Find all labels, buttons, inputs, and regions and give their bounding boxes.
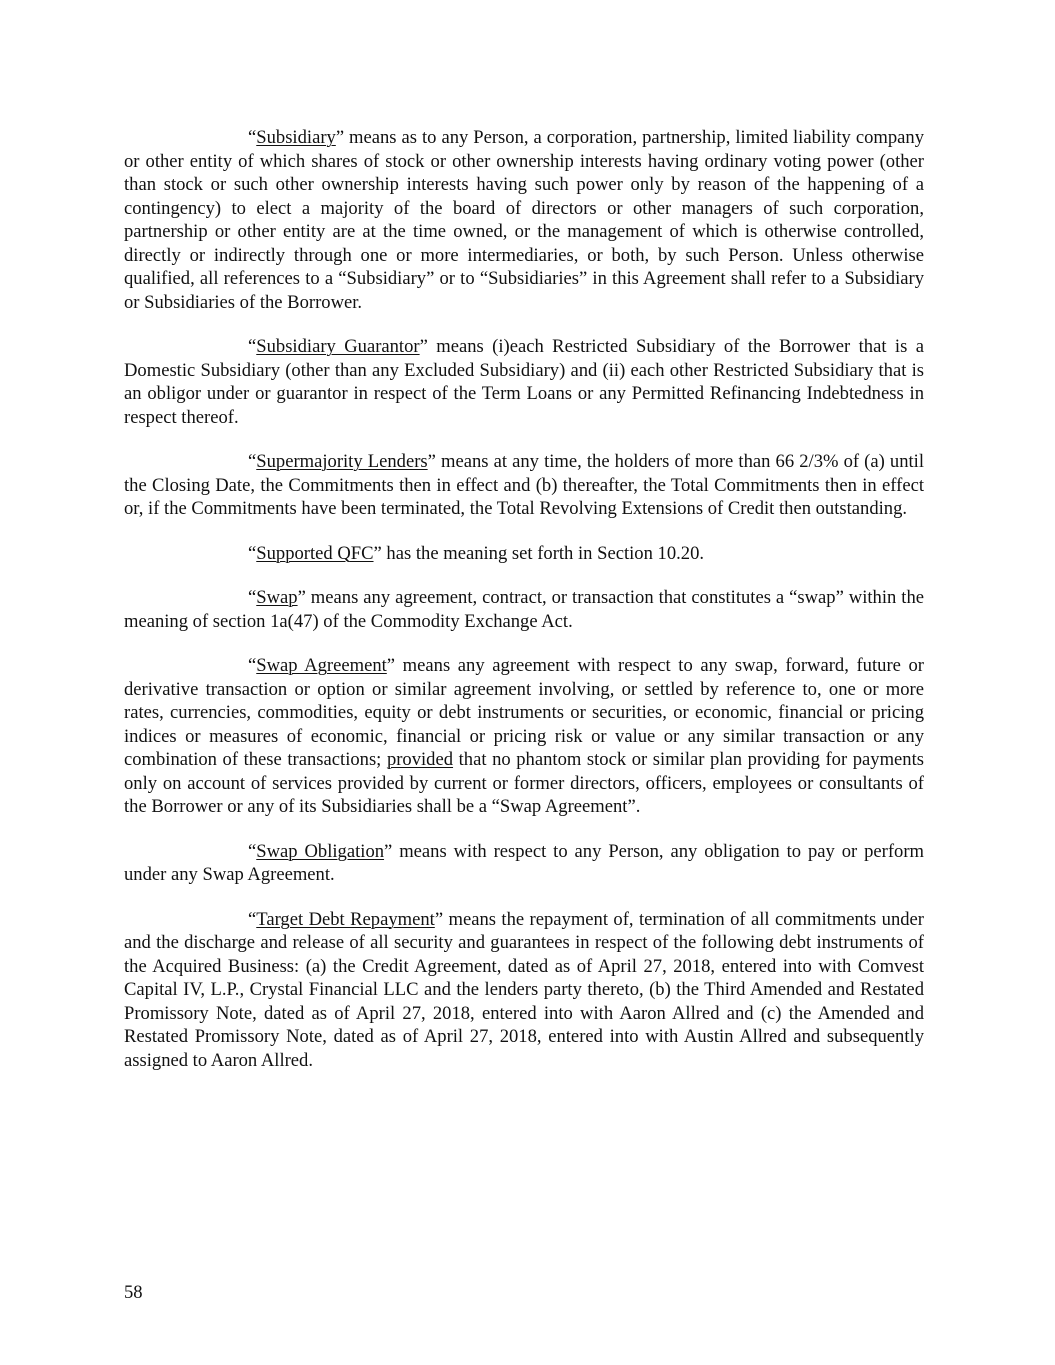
definition-text: ” means any agreement, contract, or transaction that constitutes a “swap” within the meaning of section 1a(47) of the Commodity Exchange Act. <box>124 587 924 632</box>
definition-text: ” has the meaning set forth in Section 10.20. <box>373 542 705 564</box>
defined-term: Swap Agreement <box>256 655 387 676</box>
definition-text: ” means any agreement with respect to any swap, forward, future or derivative transaction or option or similar agreement involving, or settled by reference to, one or more rates, currencies, commodities, equity or debt instruments or securities, or economic, financial or pricing indices or measures of economic, financial or pricing risk or value or any similar transaction or any combination of these transactions; <box>124 655 925 770</box>
definitions-section <box>124 126 924 1093</box>
definition-text: ” means the repayment of, termination of all commitments under and the discharge and release of all security and guarantees in respect of the following debt instruments of the Acquired Business: (a) the Credit Agreement, dated as of April 27, 2018, entered into with Comvest Capital IV, L.P., Crystal Financial LLC and the lenders party thereto, (b) the Third Amended and Restated Promissory Note, dated as of April 27, 2018, entered into with Aaron Allred and (c) the Amended and Restated Promissory Note, dated as of April 27, 2018, entered into with Austin Allred and subsequently assigned to Aaron Allred. <box>124 908 924 1071</box>
definition-target-debt-repayment: “Target Debt Repayment” means the repayment of, termination of all commitments under and the discharge and release of all security and guarantees in respect of the following debt instruments of the Acquired Business: (a) the Credit Agreement, dated as of April 27, 2018, entered into with Comvest Capital IV, L.P., Crystal Financial LLC and the lenders party thereto, (b) the Third Amended and Restated Promissory Note, dated as of April 27, 2018, entered into with Aaron Allred and (c) the Amended and Restated Promissory Note, dated as of April 27, 2018, entered into with Austin Allred and subsequently assigned to Aaron Allred. <box>124 908 924 1071</box>
defined-term: Swap <box>256 587 298 608</box>
definition-subsidiary: “Subsidiary” means as to any Person, a corporation, partnership, limited liability company or other entity of which shares of stock or other ownership interests having ordinary voting power (other than stock or such other ownership interests having such power only by reason of the happening of a contingency) to elect a majority of the board of directors or other managers of such corporation, partnership or other entity are at the time owned, or the management of which is otherwise controlled, directly or indirectly through one or more intermediaries, or both, by such Person. Unless otherwise qualified, all references to a “Subsidiary” or to “Subsidiaries” in this Agreement shall refer to a Subsidiary or Subsidiaries of the Borrower. <box>124 127 924 313</box>
defined-term: Target Debt Repayment <box>256 908 435 930</box>
defined-term: Supported QFC <box>256 542 374 564</box>
definition-text: ” means as to any Person, a corporation, partnership, limited liability company or other entity of which shares of stock or other ownership interests having ordinary voting power (other than stock or such other ownership interests having such power only by reason of the happening of a contingency) to elect a majority of the board of directors or other managers of such corporation, partnership or other entity are at the time owned, or the management of which is otherwise controlled, directly or indirectly through one or more intermediaries, or both, by such Person. Unless otherwise qualified, all references to a “Subsidiary” or to “Subsidiaries” in this Agreement shall refer to a Subsidiary or Subsidiaries of the Borrower. <box>124 127 924 313</box>
definition-supported-qfc: “Supported QFC” has the meaning set forth in Section 10.20. <box>248 542 705 564</box>
definition-swap-agreement: “Swap Agreement” means any agreement with respect to any swap, forward, future or derivative transaction or option or similar agreement involving, or settled by reference to, one or more rates, currencies, commodities, equity or debt instruments or securities, or economic, financial or pricing indices or measures of economic, financial or pricing risk or value or any similar transaction or any combination of these transactions; provided that no phantom stock or similar plan providing for payments only on account of services provided by current or former directors, officers, employees or consultants of the Borrower or any of its Subsidiaries shall be a “Swap Agreement”. <box>124 655 925 817</box>
defined-term: Swap Obligation <box>256 840 385 862</box>
emphasis-provided: provided <box>386 749 454 770</box>
definition-swap-obligation: “Swap Obligation” means with respect to any Person, any obligation to pay or perform under any Swap Agreement. <box>124 840 925 885</box>
definition-text: that no phantom stock or similar plan providing for payments only on account of services provided by current or former directors, officers, employees or consultants of the Borrower or any of its Subsidiaries shall be a “Swap Agreement”. <box>124 749 924 817</box>
defined-term: Subsidiary <box>256 127 336 148</box>
definition-text: ” means (i)each Restricted Subsidiary of the Borrower that is a Domestic Subsidiary (other than any Excluded Subsidiary) and (ii) each other Restricted Subsidiary that is an obligor under or guarantor in respect of the Term Loans or any Permitted Refinancing Indebtedness in respect thereof. <box>124 336 924 428</box>
definition-text: ” means at any time, the holders of more than 66 2/3% of (a) until the Closing Date, the Commitments then in effect and (b) thereafter, the Total Commitments then in effect or, if the Commitments have been terminated, the Total Revolving Extensions of Credit then outstanding. <box>124 451 924 519</box>
defined-term: Supermajority Lenders <box>256 451 428 472</box>
page-number: 58 <box>124 1282 143 1303</box>
definition-supermajority-lenders: “Supermajority Lenders” means at any time, the holders of more than 66 2/3% of (a) until the Closing Date, the Commitments then in effect and (b) thereafter, the Total Commitments then in effect or, if the Commitments have been terminated, the Total Revolving Extensions of Credit then outstanding. <box>124 451 924 519</box>
definition-text: ” means with respect to any Person, any obligation to pay or perform under any Swap Agreement. <box>124 840 925 885</box>
defined-term: Subsidiary Guarantor <box>256 336 420 357</box>
definition-swap: “Swap” means any agreement, contract, or transaction that constitutes a “swap” within the meaning of section 1a(47) of the Commodity Exchange Act. <box>124 587 924 632</box>
definition-subsidiary-guarantor: “Subsidiary Guarantor” means (i)each Restricted Subsidiary of the Borrower that is a Domestic Subsidiary (other than any Excluded Subsidiary) and (ii) each other Restricted Subsidiary that is an obligor under or guarantor in respect of the Term Loans or any Permitted Refinancing Indebtedness in respect thereof. <box>124 336 924 428</box>
